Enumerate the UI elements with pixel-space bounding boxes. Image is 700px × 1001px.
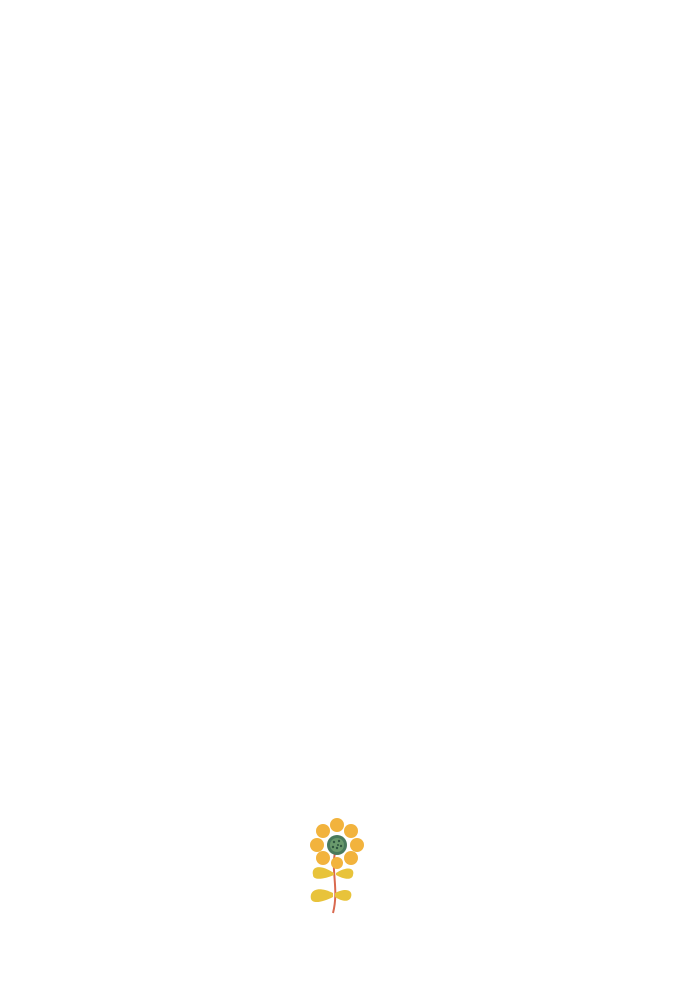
flower-icon [310, 818, 364, 913]
